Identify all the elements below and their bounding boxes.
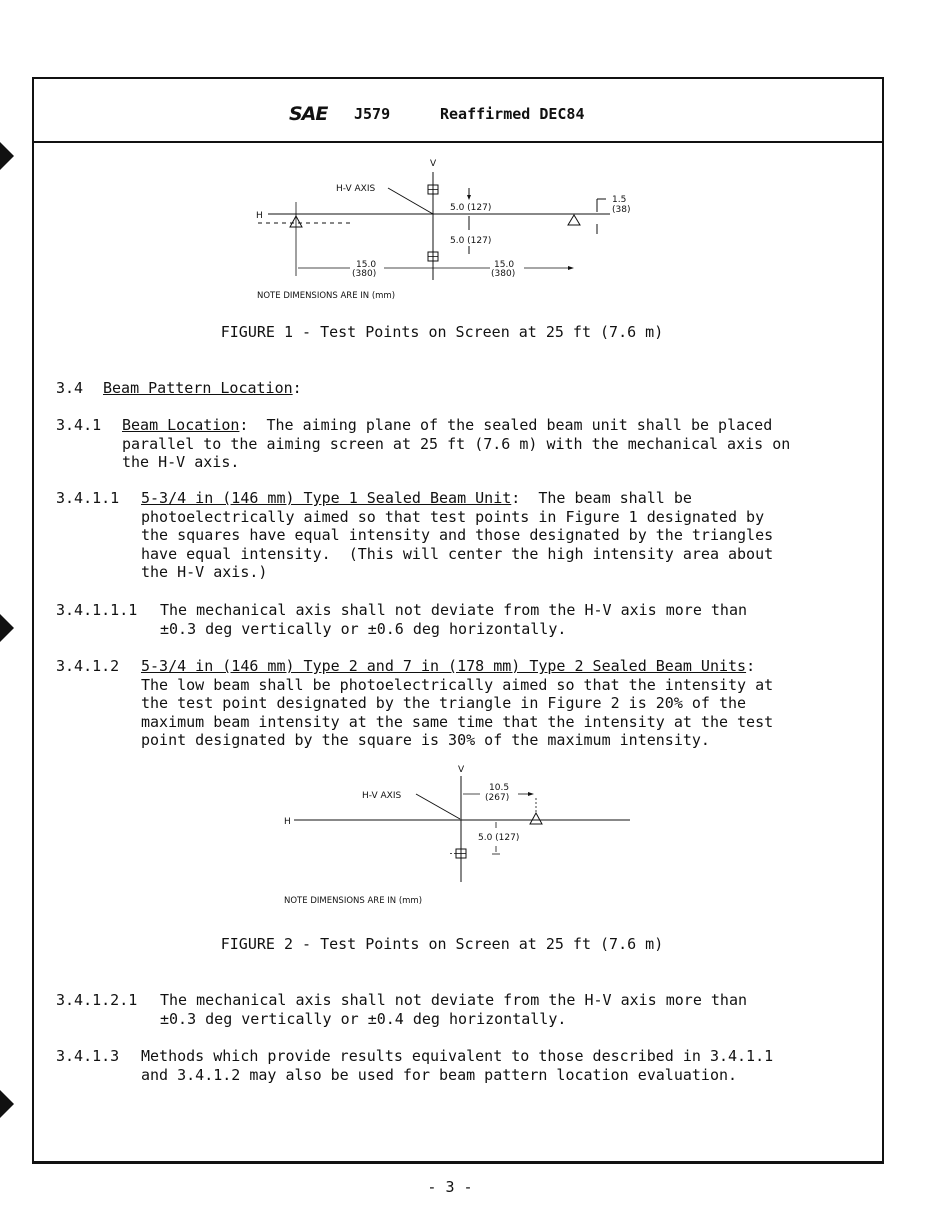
page-number: - 3 -	[427, 1178, 473, 1196]
binder-mark-1	[0, 142, 14, 170]
figure-2-label-v: V	[458, 765, 465, 775]
section-3-4-1-text: Beam Location: The aiming plane of the sealed beam unit shall be placed parallel to the aiming screen at 25 ft (7.6 m) with the mechanical axis on the H-V axis.	[122, 416, 791, 471]
figure-2-dim-right-top: 10.5	[489, 783, 510, 793]
figure-2-label-h: H	[284, 817, 291, 827]
figure-2-dim-right-bottom: (267)	[485, 793, 510, 803]
reaffirmed-status: Reaffirmed DEC84	[440, 105, 585, 123]
section-3-4-1-2-number: 3.4.1.2	[56, 657, 120, 675]
figure-1-dim-side-bottom: (38)	[612, 205, 631, 215]
figure-1-label-hv-axis: H-V AXIS	[336, 184, 376, 194]
section-3-4-1-2-text: 5-3/4 in (146 mm) Type 2 and 7 in (178 mm) Type 2 Sealed Beam Units: The low beam shall be photoelectrically aimed so that the intensity at the test point designated by the triangle in Figure 2 is 20% of the maximum beam intensity at the same time that the intensity at the test point designated by the square is 30% of the maximum intensity.	[141, 657, 774, 749]
figure-1-dim-down: 5.0 (127)	[450, 236, 492, 246]
binder-mark-2	[0, 614, 14, 642]
section-3-4-1-1-number: 3.4.1.1	[56, 489, 120, 507]
section-3-4-1-1-1-text: The mechanical axis shall not deviate from the H-V axis more than ±0.3 deg vertically or ±0.6 deg horizontally.	[160, 601, 747, 638]
section-3-4-1-1-1-number: 3.4.1.1.1	[56, 601, 138, 619]
figure-1-diagram	[240, 152, 660, 302]
section-3-4-1-1-title: 5-3/4 in (146 mm) Type 1 Sealed Beam Unit	[141, 489, 512, 507]
figure-2	[270, 760, 650, 908]
binder-mark-3	[0, 1090, 14, 1118]
figure-1-caption: FIGURE 1 - Test Points on Screen at 25 ft (7.6 m)	[220, 323, 664, 341]
sae-logo: SAE	[289, 103, 328, 125]
figure-1-label-h: H	[256, 211, 263, 221]
figure-1-dim-right-bottom: (380)	[491, 269, 516, 279]
section-3-4-1-2-1-text: The mechanical axis shall not deviate from the H-V axis more than ±0.3 deg vertically or ±0.4 deg horizontally.	[160, 991, 747, 1028]
figure-2-diagram	[270, 760, 650, 908]
figure-1-dim-up: 5.0 (127)	[450, 203, 492, 213]
section-3-4-1-1-text: 5-3/4 in (146 mm) Type 1 Sealed Beam Unit: The beam shall be photoelectrically aimed so that test points in Figure 1 designated by the squares have equal intensity and those designated by the triangles have equal intensity. (This will center the high intensity area about the H-V axis.)	[141, 489, 774, 581]
figure-1	[240, 152, 660, 302]
section-3-4-1-title: Beam Location	[122, 416, 240, 434]
figure-1-note: NOTE DIMENSIONS ARE IN (mm)	[257, 291, 396, 301]
figure-1-label-v: V	[430, 159, 437, 169]
section-3-4-1-2-1-number: 3.4.1.2.1	[56, 991, 138, 1009]
figure-1-dim-side-top: 1.5	[612, 195, 627, 205]
figure-1-dim-left-bottom: (380)	[352, 269, 377, 279]
figure-2-label-hv-axis: H-V AXIS	[362, 791, 402, 801]
section-3-4-1-2-title: 5-3/4 in (146 mm) Type 2 and 7 in (178 mm) Type 2 Sealed Beam Units	[141, 657, 747, 675]
figure-2-caption: FIGURE 2 - Test Points on Screen at 25 ft (7.6 m)	[220, 935, 664, 953]
page-header	[34, 79, 882, 143]
section-3-4-title: Beam Pattern Location	[103, 379, 293, 397]
figure-1-dim-left-top: 15.0	[356, 260, 377, 270]
section-3-4-1-number: 3.4.1	[56, 416, 102, 434]
section-3-4-1-3-text: Methods which provide results equivalent to those described in 3.4.1.1 and 3.4.1.2 may also be used for beam pattern location evaluation.	[141, 1047, 774, 1084]
document-code: J579	[354, 105, 391, 123]
section-3-4-number: 3.4	[56, 379, 84, 397]
figure-2-note: NOTE DIMENSIONS ARE IN (mm)	[284, 896, 423, 906]
figure-1-dim-right-top: 15.0	[494, 260, 515, 270]
section-3-4-1-3-number: 3.4.1.3	[56, 1047, 120, 1065]
figure-2-dim-down: 5.0 (127)	[478, 833, 520, 843]
section-3-4-heading: Beam Pattern Location:	[103, 379, 302, 397]
